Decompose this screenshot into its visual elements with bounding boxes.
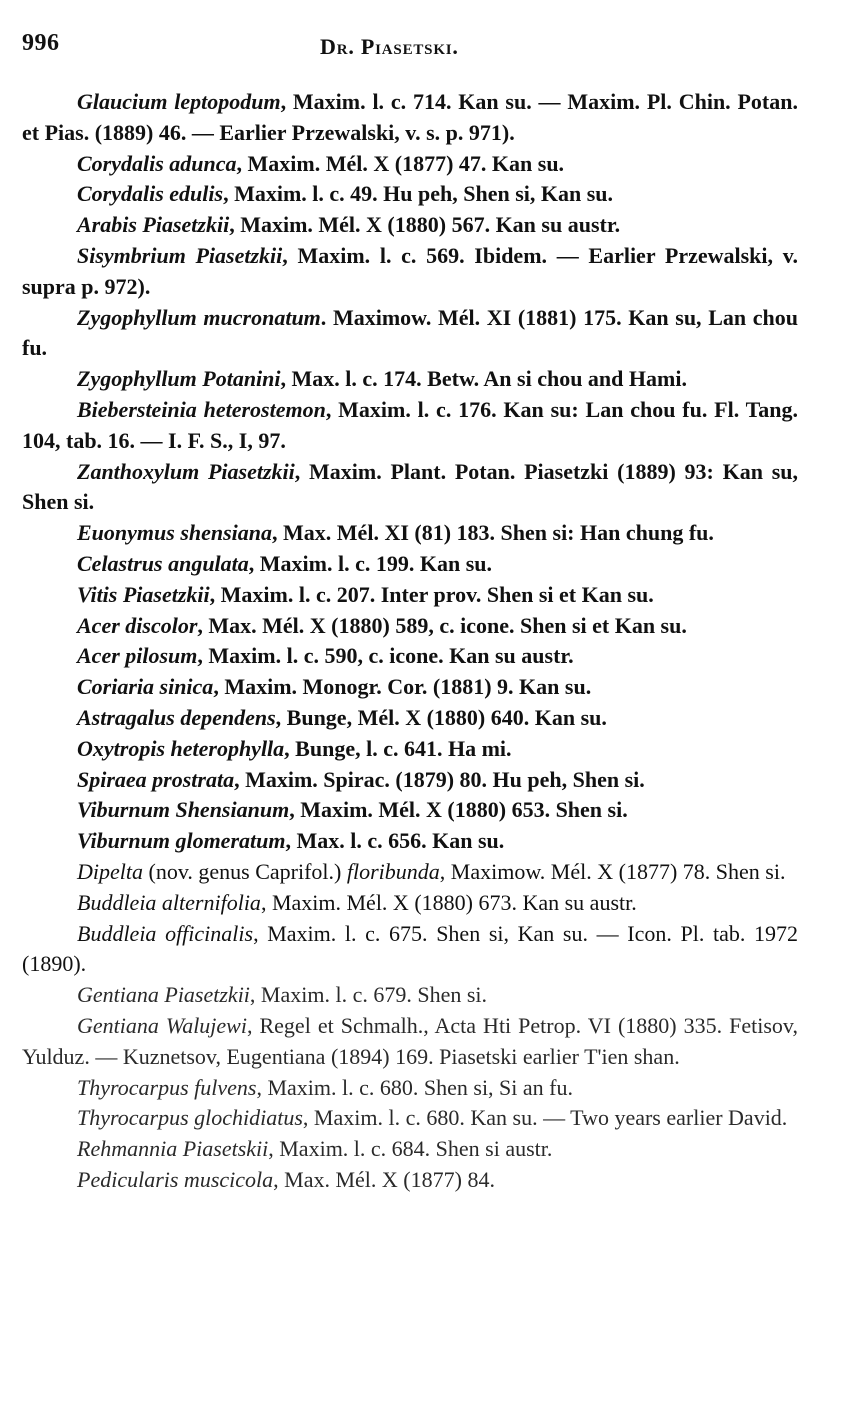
taxon-name: Acer discolor (77, 612, 198, 638)
taxon-name: Astragalus dependens (77, 704, 276, 730)
list-item (22, 395, 798, 457)
citation: , Max. Mél. XI (81) 183. Shen si: Han chung fu. (272, 520, 714, 546)
citation: , Maxim. Plant. Potan. Piasetzki (1889) 93: Kan su, Shen si. (22, 458, 798, 515)
taxon-name: Rehmannia Piasetskii (77, 1136, 269, 1162)
taxon-name: Euonymus shensiana (77, 520, 273, 546)
list-item (22, 87, 798, 149)
list-item (22, 888, 798, 919)
citation: , Maxim. l. c. 199. Kan su. (248, 550, 493, 576)
citation: , Max. l. c. 174. Betw. An si chou and Hami. (280, 366, 687, 392)
citation: , Maxim. Spirac. (1879) 80. Hu peh, Shen si. (234, 766, 645, 792)
citation: , Maxim. l. c. 679. Shen si. (249, 982, 488, 1008)
citation: , Maxim. l. c. 714. Kan su. — Maxim. Pl. Chin. Potan. et Pias. (1889) 46. — Earlier Przewalski, v. s. p. 971). (22, 89, 798, 145)
list-item (22, 980, 798, 1011)
citation: , Max. Mél. X (1880) 589, c. icone. Shen si et Kan su. (197, 612, 687, 638)
citation: , Maxim. l. c. 675. Shen si, Kan su. — Icon. Pl. tab. 1972 (1890). (22, 920, 798, 977)
list-item (22, 765, 798, 796)
taxon-name: Sisymbrium Piasetzkii (77, 242, 283, 268)
citation: , Maxim. l. c. 684. Shen si austr. (268, 1136, 553, 1162)
species-list (22, 87, 798, 1196)
list-item (22, 1103, 798, 1134)
list-item (22, 734, 798, 765)
list-item (22, 611, 798, 642)
list-item (22, 210, 798, 241)
taxon-name: Buddleia alternifolia (77, 889, 261, 915)
taxon-name: Biebersteinia heterostemon (77, 396, 326, 422)
taxon-name: Zygophyllum mucronatum (77, 304, 321, 330)
list-item (22, 857, 798, 888)
taxon-name: Spiraea prostrata (77, 766, 235, 792)
list-item (22, 549, 798, 580)
citation: , Maxim. l. c. 207. Inter prov. Shen si et Kan su. (209, 581, 654, 607)
citation: , Maxim. Mél. X (1880) 673. Kan su austr. (260, 889, 637, 915)
taxon-name: Vitis Piasetzkii (77, 581, 210, 607)
citation: , Maxim. l. c. 680. Kan su. — Two years earlier David. (302, 1105, 788, 1131)
taxon-name: Buddleia officinalis (77, 920, 254, 946)
list-item (22, 795, 798, 826)
list-item (22, 919, 798, 981)
citation: . Maximow. Mél. XI (1881) 175. Kan su, Lan chou fu. (22, 304, 798, 361)
citation: , Bunge, l. c. 641. Ha mi. (284, 735, 512, 761)
taxon-name: Arabis Piasetzkii (77, 212, 230, 238)
citation: , Max. l. c. 656. Kan su. (285, 828, 505, 854)
list-item (22, 457, 798, 519)
taxon-name: Corydalis edulis (77, 181, 224, 207)
citation: , Maxim. l. c. 569. Ibidem. — Earlier Przewalski, v. supra p. 972). (22, 242, 798, 299)
citation: , Maxim. l. c. 590, c. icone. Kan su austr. (197, 643, 574, 669)
list-item (22, 364, 798, 395)
citation: , Maxim. Mél. X (1877) 47. Kan su. (236, 150, 565, 176)
list-item (22, 826, 798, 857)
list-item (22, 303, 798, 365)
list-item (22, 518, 798, 549)
list-item (22, 179, 798, 210)
list-item (22, 672, 798, 703)
list-item (22, 1134, 798, 1165)
taxon-name: Thyrocarpus fulvens (77, 1074, 257, 1100)
taxon-name: Zanthoxylum Piasetzkii (77, 458, 295, 484)
taxon-name: Oxytropis heterophylla (77, 735, 285, 761)
taxon-name: Corydalis adunca (77, 150, 237, 176)
list-item (22, 641, 798, 672)
citation: , Max. Mél. X (1877) 84. (273, 1166, 495, 1192)
running-head: Dr. Piasetski. (320, 34, 459, 59)
taxon-name: Coriaria sinica (77, 674, 214, 700)
citation: , Maximow. Mél. X (1877) 78. Shen si. (439, 858, 786, 884)
citation: , Bunge, Mél. X (1880) 640. Kan su. (275, 704, 607, 730)
citation: , Maxim. Monogr. Cor. (1881) 9. Kan su. (213, 674, 592, 700)
citation: , Maxim. l. c. 176. Kan su: Lan chou fu. Fl. Tang. 104, tab. 16. — I. F. S., I, 97. (22, 396, 798, 453)
citation: (nov. genus Caprifol.) (143, 858, 347, 884)
list-item (22, 580, 798, 611)
taxon-name: Pedicularis muscicola (77, 1166, 274, 1192)
taxon-name: Gentiana Piasetzkii (77, 982, 250, 1008)
taxon-name: Dipelta (77, 858, 143, 884)
citation: , Maxim. l. c. 49. Hu peh, Shen si, Kan su. (223, 181, 614, 207)
list-item (22, 1073, 798, 1104)
citation: , Maxim. l. c. 680. Shen si, Si an fu. (256, 1074, 573, 1100)
taxon-name: Acer pilosum (77, 643, 198, 669)
taxon-epithet: floribunda (346, 858, 440, 884)
taxon-name: Celastrus angulata (77, 550, 249, 576)
taxon-name: Glaucium leptopodum (77, 89, 281, 114)
taxon-name: Gentiana Walujewi (77, 1012, 247, 1038)
citation: , Maxim. Mél. X (1880) 567. Kan su austr. (229, 212, 621, 238)
taxon-name: Thyrocarpus glochidiatus (77, 1105, 303, 1131)
list-item (22, 703, 798, 734)
list-item (22, 149, 798, 180)
page-number: 996 (22, 30, 60, 56)
taxon-name: Zygophyllum Potanini (77, 366, 281, 392)
list-item (22, 1165, 798, 1196)
taxon-name: Viburnum glomeratum (77, 828, 286, 854)
citation: , Maxim. Mél. X (1880) 653. Shen si. (289, 797, 628, 823)
taxon-name: Viburnum Shensianum (77, 797, 290, 823)
list-item (22, 1011, 798, 1073)
citation: , Regel et Schmalh., Acta Hti Petrop. VI (1880) 335. Fetisov, Yulduz. — Kuznetsov, Eugentiana (1894) 169. Piasetski earlier T'ien shan. (22, 1012, 799, 1069)
list-item (22, 241, 798, 303)
